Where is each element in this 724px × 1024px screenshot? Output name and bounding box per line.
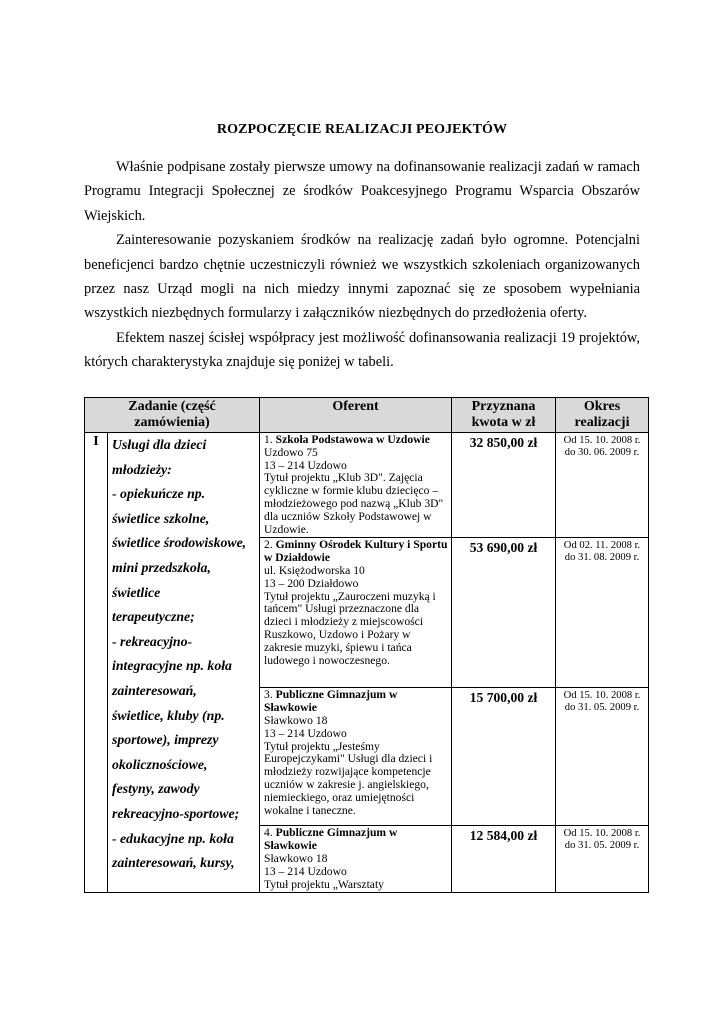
header-amount: Przyznana kwota w zł <box>452 398 556 433</box>
projects-table <box>84 397 649 893</box>
header-task: Zadanie (część zamówienia) <box>85 398 260 433</box>
amount-cell: 53 690,00 zł <box>452 538 556 688</box>
oferent-cell: 2. Gminny Ośrodek Kultury i Sportu w Działdowie ul. Księżodworska 10 13 – 200 Działdowo Tytuł projektu „Zauroczeni muzyką i tańcem" Usługi przeznaczone dla dzieci i młodzieży z miejscowości Ruszkowo, Uzdowo i Pożary w zakresie muzyki, śpiewu i tańca ludowego i nowoczesnego. <box>260 538 452 688</box>
oferent-cell: 3. Publiczne Gimnazjum w Sławkowie Sławkowo 18 13 – 214 Uzdowo Tytuł projektu „Jesteśmy Europejczykami" Usługi dla dzieci i młodzieży rozwijające kompetencje uczniów w zakresie j. angielskiego, niemieckiego, oraz umiejętności wokalne i taneczne. <box>260 688 452 826</box>
header-oferent: Oferent <box>260 398 452 433</box>
paragraph-3: Efektem naszej ścisłej współpracy jest możliwość dofinansowania realizacji 19 projektów, których charakterystyka znajduje się poniżej w tabeli. <box>84 329 640 371</box>
group-number: I <box>85 433 108 893</box>
task-description: Usługi dla dzieci młodzieży: - opiekuńcze np. świetlice szkolne, świetlice środowiskowe, mini przedszkola, świetlice terapeutyczne; - rekreacyjno- integracyjne np. koła zainteresowań, świetlice, kluby (np. sportowe), imprezy okolicznościowe, festyny, zawody rekreacyjno-sportowe; - edukacyjne np. koła zainteresowań, kursy, <box>108 433 260 893</box>
oferent-cell: 1. Szkoła Podstawowa w Uzdowie Uzdowo 75 13 – 214 Uzdowo Tytuł projektu „Klub 3D". Zajęcia cykliczne w formie klubu dziecięco – młodzieżowego pod nazwą „Klub 3D" dla uczniów Szkoły Podstawowej w Uzdowie. <box>260 433 452 538</box>
amount-cell: 32 850,00 zł <box>452 433 556 538</box>
paragraph-1: Właśnie podpisane zostały pierwsze umowy na dofinansowanie realizacji zadań w ramach Programu Integracji Społecznej ze środków Poakcesyjnego Programu Wsparcia Obszarów Wiejskich. <box>84 159 640 224</box>
oferent-cell: 4. Publiczne Gimnazjum w Sławkowie Sławkowo 18 13 – 214 Uzdowo Tytuł projektu „Warsztaty <box>260 826 452 893</box>
document-title: ROZPOCZĘCIE REALIZACJI PEOJEKTÓW <box>216 122 508 137</box>
table-header-row <box>85 398 649 433</box>
period-cell: Od 02. 11. 2008 r. do 31. 08. 2009 r. <box>556 538 649 688</box>
document-body <box>84 155 640 375</box>
table-row <box>85 433 649 538</box>
period-cell: Od 15. 10. 2008 r. do 31. 05. 2009 r. <box>556 688 649 826</box>
period-cell: Od 15. 10. 2008 r. do 31. 05. 2009 r. <box>556 826 649 893</box>
amount-cell: 15 700,00 zł <box>452 688 556 826</box>
period-cell: Od 15. 10. 2008 r. do 30. 06. 2009 r. <box>556 433 649 538</box>
header-period: Okres realizacji <box>556 398 649 433</box>
paragraph-2: Zainteresowanie pozyskaniem środków na realizację zadań było ogromne. Potencjalni beneficjenci bardzo chętnie uczestniczyli również we wszystkich szkoleniach organizowanych przez nasz Urząd mogli na nich miedzy innymi zapoznać się ze sposobem wypełniania wszystkich niezbędnych formularzy i załączników niezbędnych do przedłożenia oferty. <box>84 232 640 322</box>
amount-cell: 12 584,00 zł <box>452 826 556 893</box>
